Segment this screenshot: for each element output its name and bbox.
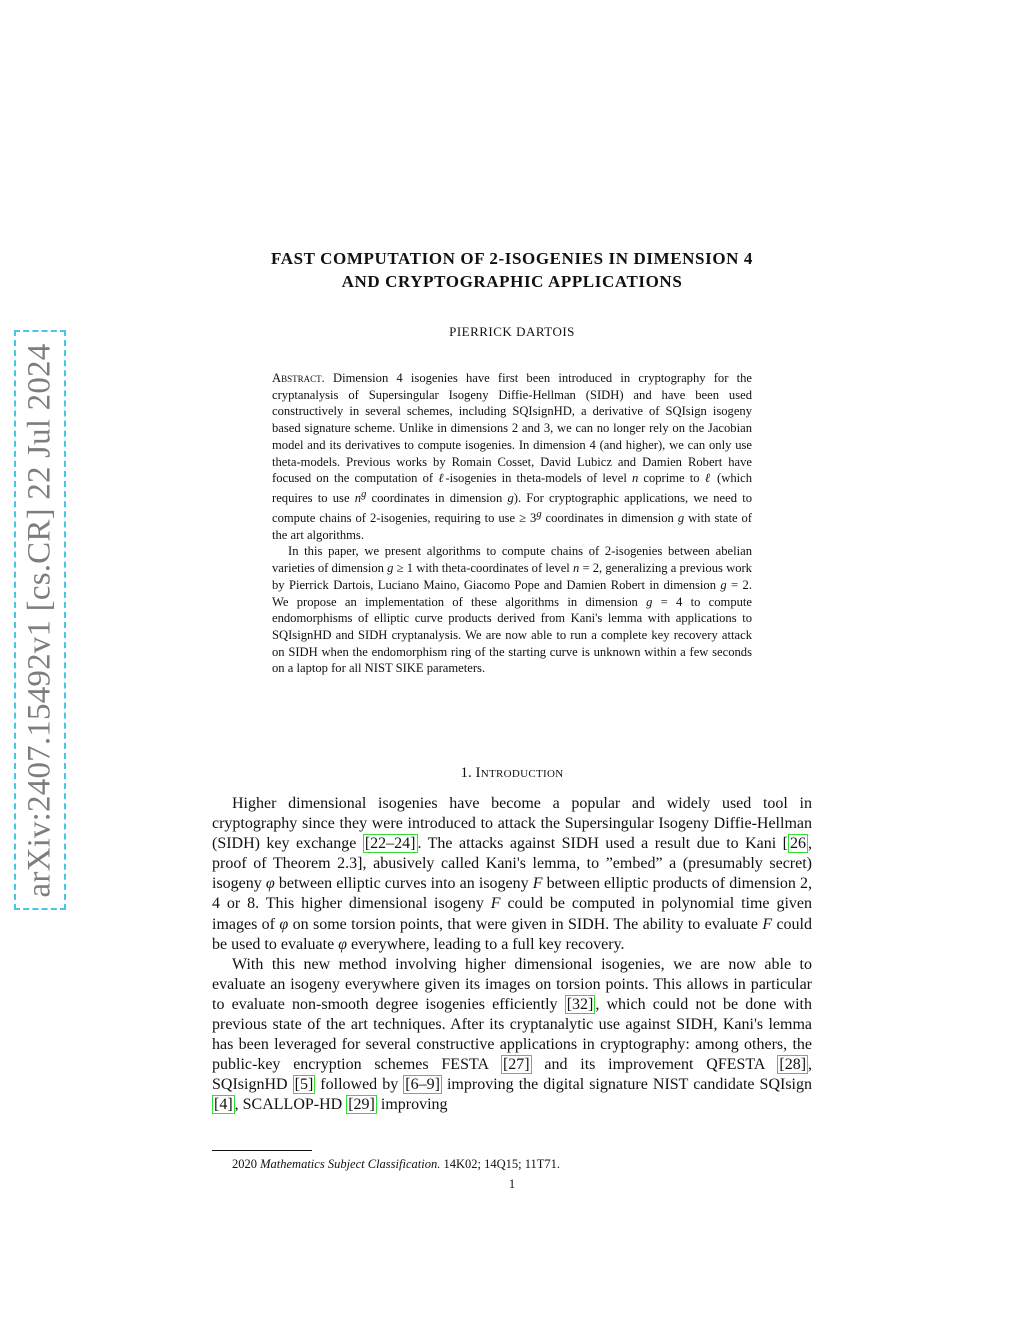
math-phi: φ xyxy=(338,935,348,953)
body-text: and its improvement QFESTA xyxy=(531,1056,778,1074)
math-phi: φ xyxy=(279,915,289,933)
body-text: everywhere, leading to a full key recovery. xyxy=(347,935,625,953)
body-text: , which could not be done with previous state of the art techniques. After its cryptanalytic use against SIDH, Kani's lemma has been leveraged for several constructive applications in cryptography: among others, the public-key encryption schemes FESTA xyxy=(212,995,812,1074)
math-g: g xyxy=(507,491,514,506)
citation-link[interactable]: [32] xyxy=(566,995,594,1013)
footnote-codes: 14K02; 14Q15; 11T71. xyxy=(443,1157,560,1171)
abstract-paragraph-2 xyxy=(272,543,752,677)
body-text: between elliptic products of dimension 2, 4 or 8. This higher dimensional isogeny xyxy=(212,875,812,913)
abstract-text: (which requires to use xyxy=(272,471,753,506)
footnote xyxy=(232,1157,560,1172)
footnote-year: 2020 xyxy=(232,1157,257,1171)
body-text: , SQIsignHD xyxy=(212,1056,813,1094)
citation-link[interactable]: [29] xyxy=(348,1096,375,1114)
title-line-1: FAST COMPUTATION OF 2-ISOGENIES IN DIMENSION 4 xyxy=(271,249,753,268)
arxiv-identifier-stamp xyxy=(14,330,66,910)
author-name: PIERRICK DARTOIS xyxy=(449,324,575,339)
abstract-text: with state of the art algorithms. xyxy=(272,511,753,542)
abstract-label: Abstract. xyxy=(272,371,325,385)
abstract-text: In this paper, we present algorithms to compute chains of 2-isogenies between abelian varieties of dimension xyxy=(272,544,752,576)
abstract-paragraph-1 xyxy=(272,370,752,543)
math-ell: ℓ xyxy=(438,471,446,486)
math-F: F xyxy=(762,915,773,933)
paper-title xyxy=(212,247,812,293)
abstract-text: coordinates in dimension xyxy=(366,491,508,506)
body-text: followed by xyxy=(315,1076,404,1094)
citation-link[interactable]: [4] xyxy=(214,1096,233,1114)
body-text: could be computed in polynomial time given images of xyxy=(212,895,812,933)
abstract xyxy=(272,370,752,677)
math-n: n xyxy=(354,491,362,506)
footnote-label: Mathematics Subject Classification. xyxy=(260,1157,441,1171)
body-text: between elliptic curves into an isogeny xyxy=(274,875,533,893)
citation-link[interactable]: [6–9] xyxy=(405,1076,440,1094)
arxiv-id-text: arXiv:2407.15492v1 [cs.CR] 22 Jul 2024 xyxy=(21,343,58,897)
body-text: With this new method involving higher dimensional isogenies, we are now able to evaluate an isogeny everywhere given its images on torsion points. This allows in particular to evaluate non-smooth degree isogenies efficiently xyxy=(212,955,812,1013)
citation-link[interactable]: [22–24] xyxy=(364,835,416,853)
math-phi: φ xyxy=(265,875,275,893)
math-ell: ℓ xyxy=(704,471,712,486)
abstract-text: ). For cryptographic applications, we need to compute chains of 2-isogenies, requiring to use ≥ 3 xyxy=(272,491,753,525)
math-n: n xyxy=(631,471,639,486)
footnote-rule xyxy=(212,1150,312,1151)
citation-link[interactable]: [5] xyxy=(294,1076,314,1094)
abstract-text: = 2, generalizing a previous work by Pierrick Dartois, Luciano Maino, Giacomo Pope and Damien Robert in dimension xyxy=(272,561,752,592)
intro-paragraph-2 xyxy=(212,955,812,1116)
body-text: could be used to evaluate xyxy=(212,915,813,953)
body-text: improving xyxy=(376,1096,448,1114)
page-number: 1 xyxy=(508,1177,516,1191)
introduction-body xyxy=(212,794,812,1116)
math-n: n xyxy=(572,561,580,576)
body-text: Higher dimensional isogenies have become a popular and widely used tool in cryptography since they were introduced to attack the Supersingular Isogeny Diffie-Hellman (SIDH) key exchange xyxy=(212,795,812,853)
abstract-text: ≥ 1 with theta-coordinates of level xyxy=(393,561,573,576)
math-g-exponent: g xyxy=(536,508,542,520)
body-text: on some torsion points, that were given in SIDH. The ability to evaluate xyxy=(288,915,763,933)
body-text: , proof of Theorem 2.3], abusively called Kani's lemma, to ”embed” a (presumably secret) isogeny xyxy=(212,835,813,893)
section-title: Introduction xyxy=(475,765,564,781)
title-line-2: AND CRYPTOGRAPHIC APPLICATIONS xyxy=(341,272,683,291)
math-g-exponent: g xyxy=(361,488,367,500)
citation-link[interactable]: 26 xyxy=(790,835,807,853)
citation-link[interactable]: [28] xyxy=(779,1056,807,1074)
body-text: improving the digital signature NIST candidate SQIsign xyxy=(441,1076,813,1094)
body-text: . The attacks against SIDH used a result due to Kani [ xyxy=(417,835,789,853)
math-g: g xyxy=(720,577,727,592)
math-g: g xyxy=(387,561,394,576)
math-F: F xyxy=(490,895,501,913)
abstract-text: coordinates in dimension xyxy=(541,511,678,525)
math-F: F xyxy=(532,875,543,893)
citation-link[interactable]: [27] xyxy=(502,1056,530,1074)
math-g: g xyxy=(677,511,685,525)
abstract-text: coprime to xyxy=(638,471,705,486)
abstract-text: Dimension 4 isogenies have first been introduced in cryptography for the cryptanalysis of Supersingular Isogeny Diffie-Hellman (SIDH) and have been used constructively in several schemes, including SQIsignHD, a derivative of SQIsign isogeny based signature scheme. Unlike in dimensions 2 and 3, we can no longer rely on the Jacobian model and its derivatives to compute isogenies. In dimension 4 (and higher), we can only use theta-models. Previous works by Romain Cosset, David Lubicz and Damien Robert have focused on the computation of xyxy=(272,371,752,486)
intro-paragraph-1 xyxy=(212,794,812,955)
section-number: 1. xyxy=(460,765,472,781)
body-text: , SCALLOP-HD xyxy=(234,1096,347,1114)
abstract-text: -isogenies in theta-models of level xyxy=(445,471,632,486)
abstract-text: = 4 to compute endomorphisms of elliptic curve products derived from Kani's lemma with applications to SQIsignHD and SIDH cryptanalysis. We are now able to run a complete key recovery attack on SIDH when the endomorphism ring of the starting curve is unknown within a few seconds on a laptop for all NIST SIKE parameters. xyxy=(272,594,753,676)
section-heading xyxy=(212,765,812,782)
math-g: g xyxy=(646,594,653,609)
abstract-text: = 2. We propose an implementation of these algorithms in dimension xyxy=(272,577,752,609)
